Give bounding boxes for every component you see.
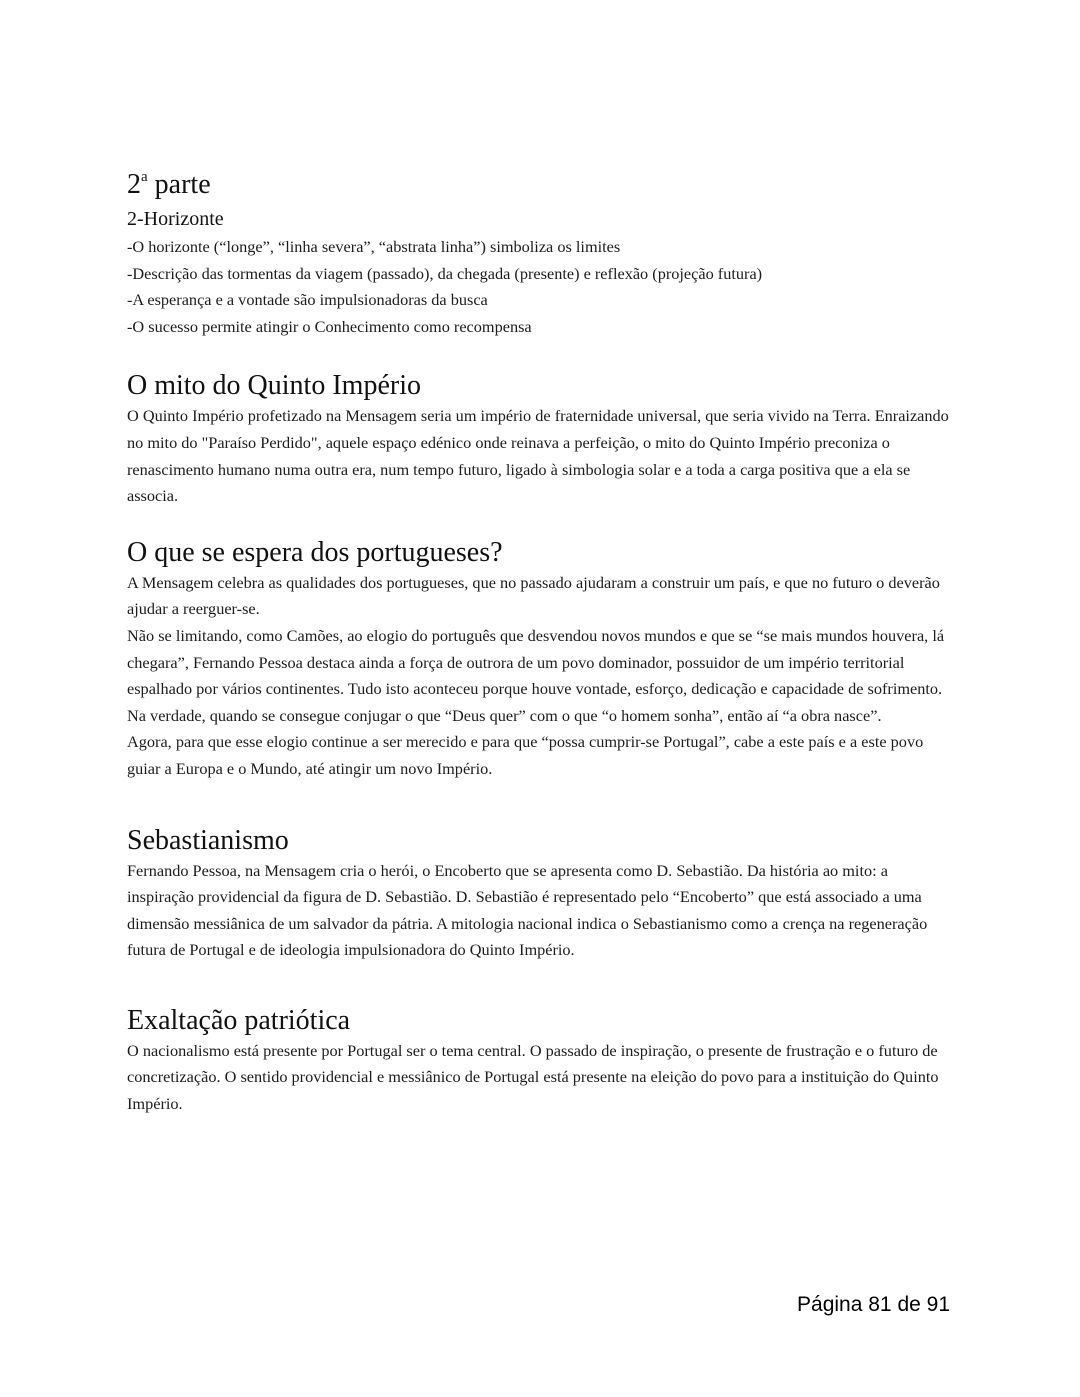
section-paragraph: O nacionalismo está presente por Portugal ser o tema central. O passado de inspiração, o presente de frustração e o futuro de concretização. O sentido providencial e messiânico de Portugal está presente na eleição do povo para a instituição do Quinto Império.	[127, 1040, 939, 1114]
section-paragraph: Fernando Pessoa, na Mensagem cria o herói, o Encoberto que se apresenta como D. Sebastião. Da história ao mito: a inspiração providencial da figura de D. Sebastião. D. Sebastião é representado pelo “Encoberto” que está associado a uma dimensão messiânica de um salvador da pátria. A mitologia nacional indica o Sebastianismo como a crença na regeneração futura de Portugal e de ideologia impulsionadora do Quinto Império.	[127, 860, 928, 960]
page-content	[127, 160, 957, 1118]
bullet-line: -O horizonte (“longe”, “linha severa”, “abstrata linha”) simboliza os limites	[127, 237, 621, 256]
part-title-superscript: a	[141, 169, 148, 185]
section-quinto-imperio	[127, 369, 957, 509]
section-title: O mito do Quinto Império	[127, 370, 421, 402]
section-title: Sebastianismo	[127, 824, 289, 856]
section-paragraph: Não se limitando, como Camões, ao elogio do português que desvendou novos mundos e que se “se mais mundos houvera, lá chegara”, Fernando Pessoa destaca ainda a força de outrora de um povo dominador, possuidor de um império territorial espalhado por vários continentes. Tudo isto aconteceu porque houve vontade, esforço, dedicação e capacidade de sofrimento. Na verdade, quando se consegue conjugar o que “Deus quer” com o que “o homem sonha”, então aí “a obra nasce”.	[127, 625, 945, 725]
section-title: O que se espera dos portugueses?	[127, 536, 503, 568]
part-title-number: 2	[127, 169, 141, 200]
part-title	[127, 160, 957, 202]
section-paragraph: Agora, para que esse elogio continue a ser merecido e para que “possa cumprir-se Portugal”, cabe a este país e a este povo guiar a Europa e o Mundo, até atingir um novo Império.	[127, 732, 924, 778]
page-number: Página 81 de 91	[797, 1293, 950, 1316]
part-subtitle: 2-Horizonte	[127, 208, 224, 230]
section-portugueses	[127, 536, 957, 783]
section-title: Exaltação patriótica	[127, 1004, 351, 1036]
section-exaltacao	[127, 1004, 957, 1118]
bullet-line: -O sucesso permite atingir o Conhecimento como recompensa	[127, 316, 532, 336]
section-paragraph: O Quinto Império profetizado na Mensagem seria um império de fraternidade universal, que seria vivido na Terra. Enraizando no mito do "Paraíso Perdido", aquele espaço edénico onde reinava a perfeição, o mito do Quinto Império preconiza o renascimento humano numa outra era, num tempo futuro, ligado à simbologia solar e a toda a carga positiva que a ela se associa.	[127, 406, 949, 506]
part-title-text: parte	[147, 169, 211, 200]
horizon-bullet-list	[127, 234, 957, 340]
section-paragraph: A Mensagem celebra as qualidades dos portugueses, que no passado ajudaram a construir um país, e que no futuro o deverão ajudar a reerguer-se.	[127, 572, 940, 619]
bullet-line: -Descrição das tormentas da viagem (passado), da chegada (presente) e reflexão (projeção futura)	[127, 263, 763, 283]
bullet-line: -A esperança e a vontade são impulsionadoras da busca	[127, 290, 488, 310]
section-sebastianismo	[127, 824, 957, 964]
